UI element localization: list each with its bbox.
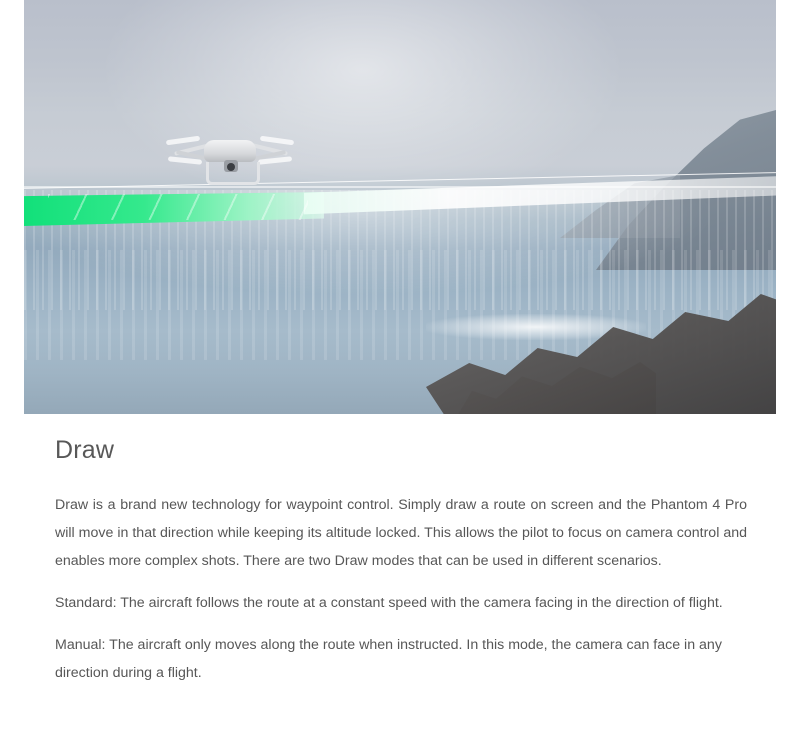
page-title: Draw (55, 436, 115, 464)
propeller-icon (260, 136, 294, 146)
drone-body (204, 140, 256, 162)
drone-icon (172, 118, 292, 190)
horizon-line (24, 186, 776, 188)
hero-image (24, 0, 776, 414)
article-content (55, 436, 747, 701)
camera-lens-icon (227, 163, 235, 171)
article-paragraph-1: Draw is a brand new technology for waypoint control. Simply draw a route on screen and the Phantom 4 Pro will move in that direction while keeping its altitude locked. This allows the pilot to focus on camera control and enables more complex shots. There are two Draw modes that can be used in different scenarios. (55, 497, 747, 569)
propeller-icon (166, 136, 200, 146)
article-paragraph-2: Standard: The aircraft follows the route at a constant speed with the camera facing in the direction of flight. (55, 595, 723, 611)
article-paragraph-3: Manual: The aircraft only moves along the route when instructed. In this mode, the camera can face in any direction during a flight. (55, 637, 722, 681)
